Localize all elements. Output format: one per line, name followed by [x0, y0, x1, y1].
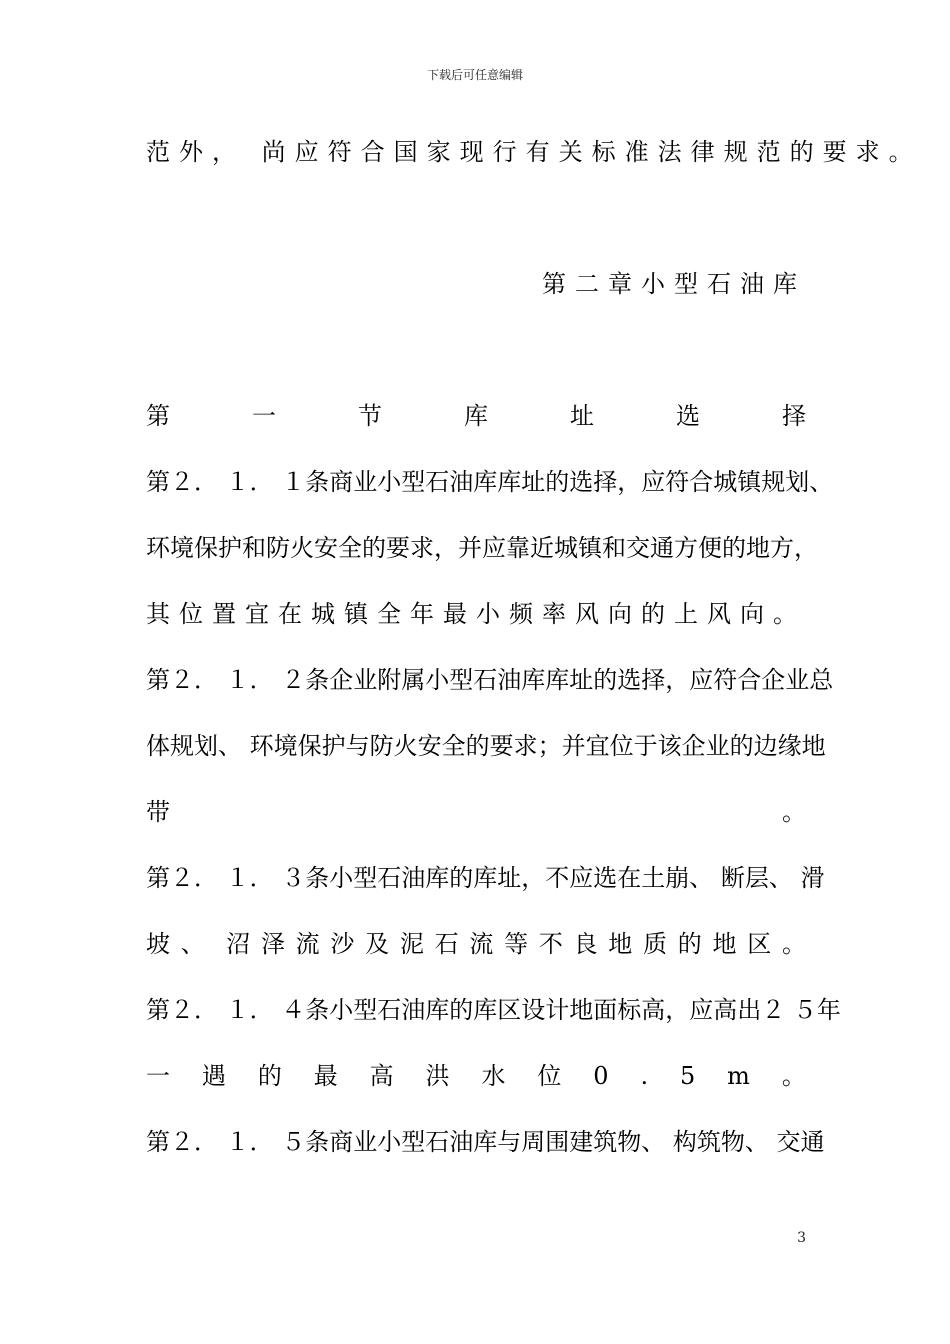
- text-char: 沼: [226, 930, 251, 958]
- text-char: 。: [782, 798, 806, 826]
- clause-2-1-3-line-2: [146, 928, 806, 960]
- clause-2-1-3-line-1: 第２． １． ３条小型石油库的库址，不应选在土崩、 断层、 滑: [146, 864, 825, 892]
- text-char: 、: [180, 930, 205, 958]
- text-char: 沙: [330, 930, 355, 958]
- text-char: 流: [295, 930, 320, 958]
- text-char: 区: [747, 930, 772, 958]
- clause-2-1-2-line-2: 体规划、 环境保护与防火安全的要求；并宜位于该企业的边缘地: [146, 732, 826, 760]
- text-char: .: [640, 1062, 649, 1090]
- text-char: 石: [434, 930, 459, 958]
- text-char: 地: [608, 930, 633, 958]
- text-char: 的: [257, 1062, 282, 1090]
- text-char: 泽: [260, 930, 285, 958]
- section-title-char: 第: [146, 402, 170, 430]
- text-char: 位: [537, 1062, 562, 1090]
- text-char: 不: [538, 930, 563, 958]
- section-title: [146, 400, 806, 432]
- text-char: 最: [313, 1062, 338, 1090]
- text-char: 一: [146, 1062, 170, 1090]
- section-title-char: 择: [782, 402, 806, 430]
- text-char: 良: [573, 930, 598, 958]
- text-char: 带: [146, 798, 170, 826]
- clause-2-1-2-line-1: 第２． １． ２条企业附属小型石油库库址的选择，应符合企业总: [146, 666, 834, 694]
- text-char: m: [727, 1062, 750, 1090]
- clause-2-1-4-line-1: 第２． １． ４条小型石油库的库区设计地面标高，应高出２ ５年: [146, 996, 841, 1024]
- section-title-char: 一: [252, 402, 276, 430]
- clause-2-1-1-line-2: 环境保护和防火安全的要求，并应靠近城镇和交通方便的地方，: [146, 534, 818, 562]
- header-note: 下载后可任意编辑: [426, 68, 523, 82]
- text-line-1: 范外， 尚应符合国家现行有关标准法律规范的要求。: [146, 138, 922, 166]
- text-char: 。: [781, 930, 806, 958]
- text-char: 流: [469, 930, 494, 958]
- text-char: 泥: [399, 930, 424, 958]
- text-char: 高: [369, 1062, 394, 1090]
- section-title-char: 库: [464, 402, 488, 430]
- text-char: 遇: [201, 1062, 226, 1090]
- text-char: 等: [504, 930, 529, 958]
- clause-2-1-4-line-2: [146, 1060, 806, 1092]
- chapter-title: 第二章小型石油库: [542, 270, 806, 298]
- page-number: 3: [797, 1230, 806, 1246]
- section-title-char: 址: [570, 402, 594, 430]
- text-char: 地: [712, 930, 737, 958]
- text-char: 5: [679, 1062, 696, 1090]
- text-char: 质: [643, 930, 668, 958]
- section-title-char: 选: [676, 402, 700, 430]
- text-char: 的: [677, 930, 702, 958]
- text-char: 及: [365, 930, 390, 958]
- text-char: 洪: [425, 1062, 450, 1090]
- text-char: 坡: [146, 930, 170, 958]
- clause-2-1-1-line-3: 其位置宜在城镇全年最小频率风向的上风向。: [146, 600, 806, 628]
- text-char: 0: [593, 1062, 609, 1090]
- clause-2-1-1-line-1: 第２． １． １条商业小型石油库库址的选择，应符合城镇规划、: [146, 468, 834, 496]
- clause-2-1-5-line-1: 第２． １． ５条商业小型石油库与周围建筑物、 构筑物、 交通: [146, 1128, 825, 1156]
- section-title-char: 节: [358, 402, 382, 430]
- text-char: 。: [781, 1062, 806, 1090]
- clause-2-1-2-line-3: [146, 796, 806, 828]
- text-char: 水: [481, 1062, 506, 1090]
